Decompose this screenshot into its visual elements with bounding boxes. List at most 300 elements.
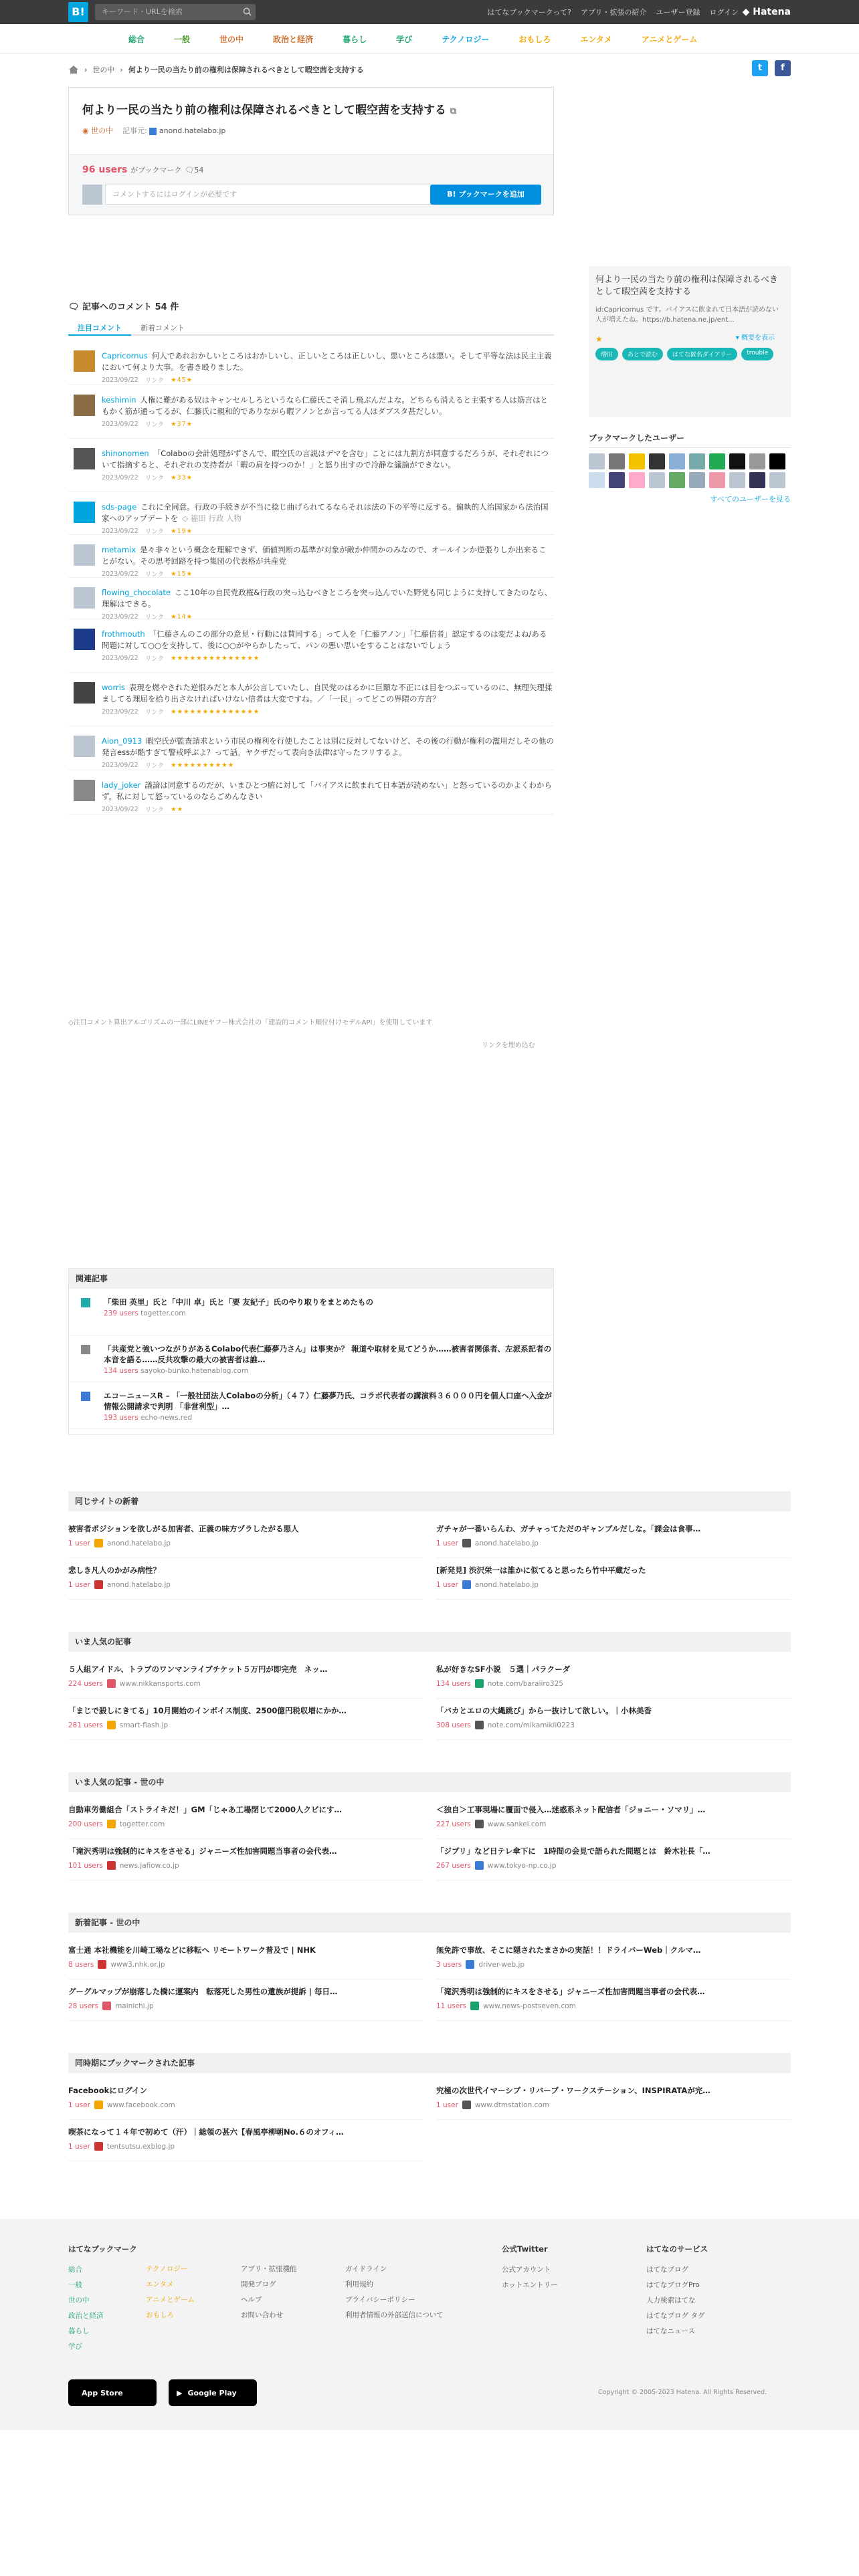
login-link[interactable]: ログイン <box>709 8 739 17</box>
article-meta <box>68 2002 423 2010</box>
comment-date[interactable]: 2023/09/22 <box>102 570 138 578</box>
nav-item[interactable]: テクノロジー <box>442 34 490 44</box>
article-meta <box>436 1580 791 1589</box>
comment-username[interactable]: worris <box>102 683 125 692</box>
article-site[interactable]: www.tokyo-np.co.jp <box>487 1861 557 1870</box>
comment-link[interactable]: リンク <box>145 807 165 814</box>
avatar[interactable] <box>74 780 95 801</box>
bookmark-count[interactable]: 200 users <box>68 1820 103 1828</box>
article-title[interactable]: グーグルマップが崩落した橋に運案内 転落死した男性の遺族が提訴 | 毎日… <box>68 1987 338 1996</box>
article-meta <box>68 1679 423 1688</box>
article-item[interactable] <box>68 1938 423 1979</box>
bookmark-count[interactable]: 281 users <box>68 1721 103 1729</box>
comment-link[interactable]: リンク <box>145 475 165 482</box>
all-users-link[interactable]: すべてのユーザーを見る <box>710 495 791 504</box>
avatar[interactable] <box>74 736 95 757</box>
comment-list <box>68 346 554 820</box>
search-input[interactable] <box>95 4 256 20</box>
same-site-section <box>68 1491 791 1600</box>
category-nav <box>0 24 859 53</box>
footer-col-twitter <box>502 2242 558 2293</box>
avatar[interactable] <box>74 350 95 372</box>
comment-username[interactable]: frothmouth <box>102 629 145 639</box>
article-item[interactable] <box>68 1558 423 1600</box>
breadcrumb-title: 何より一民の当たり前の権利は保障されるべきとして暇空茜を支持する <box>128 66 364 74</box>
source-link[interactable]: anond.hatelabo.jp <box>159 126 226 135</box>
footer-link[interactable]: はてなブログ タグ <box>646 2312 705 2320</box>
avatar[interactable] <box>74 448 95 469</box>
google-play-button[interactable]: ▶ Google Play <box>169 2379 257 2406</box>
article-item[interactable] <box>68 2078 423 2120</box>
site-favicon-icon <box>98 1960 106 1969</box>
comment-item <box>68 540 554 578</box>
bookmark-count[interactable]: 134 users <box>104 1367 138 1375</box>
summary-card <box>589 266 791 417</box>
comment-meta <box>102 804 554 814</box>
article-site[interactable]: news.jafiow.co.jp <box>119 1861 179 1870</box>
nav-item[interactable]: エンタメ <box>580 34 612 44</box>
bookmark-count[interactable]: 1 user <box>68 2101 90 2109</box>
article-site[interactable]: www.news-postseven.com <box>483 2002 576 2010</box>
user-avatar[interactable] <box>689 453 705 469</box>
comment-tabs <box>68 318 554 336</box>
comment-item <box>68 498 554 535</box>
article-item[interactable] <box>68 1798 423 1839</box>
top-links <box>487 0 739 24</box>
bookmark-count[interactable]: 267 users <box>436 1861 471 1870</box>
bookmark-count[interactable]: 224 users <box>68 1679 103 1688</box>
article-item[interactable] <box>436 1798 791 1839</box>
footer-link[interactable]: 政治と経済 <box>68 2312 104 2320</box>
star-count[interactable]: ★19★ <box>171 527 193 535</box>
article-site[interactable]: www.nikkansports.com <box>119 1679 201 1688</box>
star-count[interactable]: ★★★★★★★★★★★★★★ <box>171 708 260 716</box>
user-avatar[interactable] <box>589 472 605 488</box>
related-meta <box>104 1367 553 1375</box>
related-item[interactable] <box>69 1335 553 1382</box>
user-avatar[interactable] <box>669 472 685 488</box>
bookmark-count[interactable]: 28 users <box>68 2002 99 2010</box>
comment-date[interactable]: 2023/09/22 <box>102 805 138 813</box>
add-bookmark-button[interactable]: B! ブックマークを追加 <box>430 185 541 205</box>
footer-link[interactable]: 開発ブログ <box>241 2280 276 2288</box>
related-articles <box>68 1268 554 1435</box>
nav-item[interactable]: 世の中 <box>219 34 244 44</box>
article-site[interactable]: mainichi.jp <box>115 2002 154 2010</box>
article-item[interactable] <box>436 1839 791 1881</box>
related-item[interactable] <box>69 1289 553 1335</box>
comment-link[interactable]: リンク <box>145 709 165 716</box>
footer-link[interactable]: 学び <box>68 2343 82 2351</box>
comment-body: 表現を燃やされた逆恨みだと本人が公言していたし、自民党のはるかに巨額な不正には目をつぶっているのに、無理矢理揉ましてる理屈を拾り出さなければいけない信者は大変ですね。／「一民」ってどこの界隈の方言？ <box>102 683 553 704</box>
article-site[interactable]: tentsutsu.exblog.jp <box>106 2142 175 2151</box>
user-avatar[interactable] <box>629 472 645 488</box>
footer-link[interactable]: アプリ・拡張機能 <box>241 2265 297 2273</box>
bookmark-count[interactable]: 227 users <box>436 1820 471 1828</box>
bookmark-count[interactable]: 134 users <box>436 1679 471 1688</box>
star-icon[interactable]: ★ <box>595 334 603 344</box>
star-count[interactable]: ★45★ <box>171 376 193 384</box>
article-title[interactable]: 喫茶になって１４年で初めて（汗）｜総領の甚六【春風亭柳朝No.６のオフィ… <box>68 2127 344 2137</box>
comment-date[interactable]: 2023/09/22 <box>102 654 138 662</box>
bookmark-count[interactable]: 1 user <box>68 1539 90 1547</box>
tag-chip[interactable]: はてな匿名ダイアリー <box>667 348 737 360</box>
section-heading: いま人気の記事 - 世の中 <box>68 1772 791 1792</box>
article-title[interactable]: 「滝沢秀明は強制的にキスをさせる」ジャニーズ性加害問題当事者の会代表… <box>436 1987 705 1996</box>
footer-link[interactable]: テクノロジー <box>146 2265 188 2273</box>
user-avatar[interactable] <box>649 472 665 488</box>
embed-link[interactable]: リンクを埋め込む <box>482 1042 535 1049</box>
article-meta <box>68 1580 423 1589</box>
comment-body: 人権に難がある奴はキャンセルしろというなら仁藤氏こそ消し飛ぶんだよな。どちらも消えると主張する人は筋言はともかく筋が通ってるが、仁藤氏に親和的でありながら暇アノンとか言ってる人はダブスタ甚だしい。 <box>102 395 548 416</box>
related-title[interactable]: 「共産党と強いつながりがあるColabo代表仁藤夢乃さん」は事実か？ 報道や取材を見てどうか……被害者関係者、左派系記者の本音を語る……反共攻撃の最大の被害者は誰… <box>104 1344 552 1364</box>
user-avatar[interactable] <box>769 453 785 469</box>
article-item[interactable] <box>68 1839 423 1881</box>
footer-link[interactable]: エンタメ <box>146 2280 174 2288</box>
bookmark-count[interactable]: 1 user <box>436 2101 458 2109</box>
article-item[interactable] <box>436 1517 791 1558</box>
article-site[interactable]: driver-web.jp <box>478 1960 525 1969</box>
bookmark-count[interactable]: 308 users <box>436 1721 471 1729</box>
comment-link[interactable]: リンク <box>145 614 165 621</box>
hatena-bookmark-logo[interactable]: B! <box>68 2 88 22</box>
section-heading: 同時期にブックマークされた記事 <box>68 2053 791 2073</box>
footer-link[interactable]: はてなニュース <box>646 2327 695 2335</box>
comment-meta <box>102 473 554 482</box>
article-meta <box>436 1960 791 1969</box>
comment-body: 是々非々という概念を理解できず、価値判断の基準が対象が敵か仲間かのみなので、オールインか逆張りしか出来ることがない。その思考回路を持つ集団の代表格が共産党 <box>102 545 547 566</box>
bookmark-count[interactable]: 1 user <box>436 1539 458 1547</box>
star-count[interactable]: ★14★ <box>171 613 193 621</box>
comment-date[interactable]: 2023/09/22 <box>102 708 138 716</box>
nav-item[interactable]: おもしろ <box>518 34 551 44</box>
sidebar <box>589 266 791 504</box>
article-site[interactable]: smart-flash.jp <box>119 1721 169 1729</box>
comment-username[interactable]: metamix <box>102 545 136 554</box>
comment-date[interactable]: 2023/09/22 <box>102 761 138 769</box>
article-title[interactable]: 富士通 本社機能を川崎工場などに移転へ リモートワーク普及で | NHK <box>68 1945 316 1955</box>
hatena-brand-label: Hatena <box>753 7 791 17</box>
comment-link[interactable]: リンク <box>145 377 165 385</box>
site-favicon-icon <box>81 1298 90 1307</box>
site-favicon-icon <box>107 1721 116 1729</box>
comment-date[interactable]: 2023/09/22 <box>102 613 138 621</box>
bookmark-count[interactable]: 239 users <box>104 1309 138 1317</box>
nav-item[interactable]: アニメとゲーム <box>641 34 698 44</box>
footer-link[interactable]: ヘルプ <box>241 2296 262 2304</box>
avatar[interactable] <box>74 682 95 704</box>
site-favicon-icon <box>466 1960 474 1969</box>
category-label[interactable]: ◉ 世の中 <box>82 126 114 135</box>
comment-text <box>102 350 554 373</box>
about-link[interactable]: はてなブックマークって? <box>487 8 571 17</box>
comment-date[interactable]: 2023/09/22 <box>102 376 138 384</box>
footer-col-policy <box>345 2262 444 2323</box>
star-count[interactable]: ★★ <box>171 805 184 813</box>
site-favicon-icon <box>94 2101 103 2109</box>
article-item[interactable] <box>436 1558 791 1600</box>
bookmark-count[interactable]: 1 user <box>436 1580 458 1589</box>
user-avatar[interactable] <box>669 453 685 469</box>
article-title[interactable]: 「バカとエロの大縄跳び」から一抜けして欲しい。｜小林美香 <box>436 1706 652 1715</box>
article-title[interactable]: 自動車労働組合「ストライキだ！」GM「じゃあ工場閉じて2000人クビにす… <box>68 1805 343 1814</box>
bookmark-count[interactable]: 96 users がブックマーク 🗨54 <box>82 165 204 175</box>
footer-link[interactable]: 人力検索はてな <box>646 2296 696 2304</box>
apps-link[interactable]: アプリ・拡張の紹介 <box>580 8 647 17</box>
footer-link[interactable]: はてなブログPro <box>646 2281 700 2289</box>
article-item[interactable] <box>68 1979 423 2021</box>
search-placeholder: キーワード・URLを検索 <box>102 7 183 16</box>
article-item[interactable] <box>68 1699 423 1740</box>
article-meta <box>68 1960 423 1969</box>
article-title[interactable]: 「滝沢秀明は強制的にキスをさせる」ジャニーズ性加害問題当事者の会代表… <box>68 1846 337 1856</box>
article-site[interactable]: note.com/baraiiro325 <box>487 1679 563 1688</box>
article-grid <box>68 1792 791 1881</box>
summary-title[interactable]: 何より一民の当たり前の権利は保障されるべきとして暇空茜を支持する <box>595 275 779 297</box>
comment-username[interactable]: Capricornus <box>102 351 148 360</box>
site-favicon-icon <box>81 1392 90 1401</box>
comment-icon: 🗨 <box>68 302 80 312</box>
star-count[interactable]: ★★★★★★★★★★★★★★ <box>171 654 260 662</box>
related-item[interactable] <box>69 1382 553 1429</box>
comment-username[interactable]: sds-page <box>102 502 137 512</box>
user-avatar[interactable] <box>769 472 785 488</box>
comment-link[interactable]: リンク <box>145 762 165 770</box>
breadcrumb-section[interactable]: 世の中 <box>92 66 115 74</box>
footer-link[interactable]: はてなブログ <box>646 2266 688 2274</box>
tag-chip[interactable]: trouble <box>741 348 773 360</box>
comment-body: 暇空氏が監査請求という市民の権利を行使したことは別に反対してないけど、その後の行動が権利の濫用だしその他の発言essが酷すぎて警戒呼ぶよ？って話。ヤクザだって表向き法律は守ったフリするよ。 <box>102 736 554 757</box>
site-favicon-icon <box>470 2002 479 2010</box>
nav-item[interactable]: 政治と経済 <box>273 34 314 44</box>
comment-input[interactable]: コメントするにはログインが必要です <box>105 185 454 205</box>
footer-link[interactable]: 公式アカウント <box>502 2266 551 2274</box>
register-link[interactable]: ユーザー登録 <box>656 8 700 17</box>
footer-link[interactable]: ガイドライン <box>345 2265 387 2273</box>
breadcrumb-sep-icon: › <box>120 65 123 74</box>
external-link-icon[interactable]: ⧉ <box>450 106 457 116</box>
comment-meta <box>102 760 554 770</box>
popular-section <box>68 1632 791 1740</box>
site-favicon-icon <box>81 1345 90 1354</box>
comment-tags[interactable]: ◇ 福田 行政 人物 <box>182 514 242 523</box>
comment-date[interactable]: 2023/09/22 <box>102 420 138 428</box>
article-title[interactable]: 究極の次世代イマーシブ・リバーブ・ワークステーション、INSPIRATAが完… <box>436 2086 710 2095</box>
user-avatar[interactable] <box>649 453 665 469</box>
user-avatar[interactable] <box>729 453 745 469</box>
footer-link[interactable]: アニメとゲーム <box>146 2296 195 2304</box>
app-store-button[interactable]: App Store <box>68 2379 157 2406</box>
article-title[interactable]: 「まじで殺しにきてる」10月開始のインボイス制度、2500億円税収増にかか… <box>68 1706 347 1715</box>
user-avatar[interactable] <box>589 453 605 469</box>
nav-item[interactable]: 総合 <box>128 34 145 44</box>
article-grid <box>68 1511 791 1600</box>
related-meta <box>104 1414 553 1422</box>
comment-meta <box>102 419 554 429</box>
article-item[interactable] <box>436 1938 791 1979</box>
nav-item[interactable]: 学び <box>396 34 413 44</box>
same-time-section <box>68 2053 791 2161</box>
user-avatar[interactable] <box>689 472 705 488</box>
footer-link[interactable]: お問い合わせ <box>241 2311 283 2319</box>
star-count[interactable]: ★15★ <box>171 570 193 578</box>
article-title[interactable]: Facebookにログイン <box>68 2086 148 2095</box>
footer-link[interactable]: 総合 <box>68 2266 82 2274</box>
article-item[interactable] <box>436 2078 791 2120</box>
avatar[interactable] <box>74 587 95 609</box>
user-avatar[interactable] <box>609 453 625 469</box>
article-meta <box>68 1539 423 1547</box>
user-avatar[interactable] <box>749 453 765 469</box>
star-count[interactable]: ★★★★★★★★★★ <box>171 761 235 769</box>
search-icon[interactable] <box>243 7 252 16</box>
footer-heading: はてなのサービス <box>646 2244 708 2254</box>
footer-link[interactable]: 利用規約 <box>345 2280 373 2288</box>
facebook-share-icon[interactable]: f <box>775 60 791 76</box>
article-site[interactable]: anond.hatelabo.jp <box>106 1580 171 1589</box>
footer-link[interactable]: 世の中 <box>68 2296 90 2304</box>
site-favicon-icon <box>107 1861 116 1870</box>
home-icon[interactable] <box>68 65 79 74</box>
related-site[interactable]: togetter.com <box>140 1309 186 1317</box>
article-title[interactable]: 「ジブリ」など日テレ傘下に 1時間の会見で語られた問題とは 鈴木社長「… <box>436 1846 710 1856</box>
article-site[interactable]: www.sankei.com <box>487 1820 547 1828</box>
article-item[interactable] <box>436 1657 791 1699</box>
article-title[interactable]: 被害者ポジションを欲しがる加害者、正義の味方ヅラしたがる悪人 <box>68 1524 299 1533</box>
comment-meta <box>102 707 554 716</box>
tag-chip[interactable]: 増田 <box>595 348 618 360</box>
nav-item[interactable]: 一般 <box>174 34 191 44</box>
comment-link[interactable]: リンク <box>145 528 165 536</box>
article-title[interactable]: [新発見] 渋沢栄一は誰かに似てると思ったら竹中平蔵だった <box>436 1566 646 1575</box>
tab-new[interactable]: 新着コメント <box>140 324 185 332</box>
new-society-section <box>68 1913 791 2021</box>
article-item[interactable] <box>436 1699 791 1740</box>
user-avatar[interactable] <box>749 472 765 488</box>
article-site[interactable]: www.dtmstation.com <box>474 2101 549 2109</box>
comment-body: ここ10年の自民党政権&行政の突っ込むべきところを突っ込んでいた野党も同じように支持してきたのなら、理解はできる。 <box>102 588 553 609</box>
article-item[interactable] <box>436 1979 791 2021</box>
twitter-share-icon[interactable]: t <box>752 60 768 76</box>
article-meta <box>68 1820 423 1828</box>
article-site[interactable]: anond.hatelabo.jp <box>106 1539 171 1547</box>
star-count[interactable]: ★37★ <box>171 420 193 428</box>
comment-link[interactable]: リンク <box>145 655 165 663</box>
avatar[interactable] <box>74 544 95 566</box>
comment-body: 「仁藤さんのこの部分の意見・行動には賛同する」って人を「仁藤アノン」「仁藤信者」認定するのは変だよね/ある問題に対して○○を支持して、後に○○がやらかしたって、パンの悪い思いをすることはないでしょう <box>102 629 547 650</box>
bookmark-count[interactable]: 193 users <box>104 1414 138 1422</box>
footer-link[interactable]: おもしろ <box>146 2311 174 2319</box>
related-title[interactable]: エコーニュースR – 「一般社団法人Colaboの分析」（４７）仁藤夢乃氏、コラボ代表者の講演料３６０００円を個人口座へ入金が情報公開請求で判明 「非営利型」… <box>104 1391 552 1411</box>
tag-chip[interactable]: あとで読む <box>622 348 663 360</box>
article-title[interactable]: 悲しき凡人のかがみ病性？ <box>68 1566 161 1575</box>
comment-username[interactable]: shinonomen <box>102 449 149 458</box>
comment-link[interactable]: リンク <box>145 421 165 429</box>
footer-link[interactable]: プライバシーポリシー <box>345 2296 415 2304</box>
bookmark-count[interactable]: 3 users <box>436 1960 462 1969</box>
user-avatar[interactable] <box>609 472 625 488</box>
comment-icon: 🗨 <box>185 166 195 175</box>
related-title[interactable]: 「柴田 英里」氏と「中川 卓」氏と「要 友紀子」氏のやり取りをまとめたもの <box>104 1297 374 1307</box>
user-avatar[interactable] <box>629 453 645 469</box>
bookmark-count[interactable]: 8 users <box>68 1960 94 1969</box>
comment-text <box>102 682 554 705</box>
section-heading: 新着記事 - 世の中 <box>68 1913 791 1933</box>
avatar[interactable] <box>74 395 95 416</box>
user-avatar[interactable] <box>709 472 725 488</box>
bookmark-area <box>69 154 553 215</box>
comment-username[interactable]: keshimin <box>102 395 136 405</box>
footer-link[interactable]: ホットエントリー <box>502 2281 558 2289</box>
copyright: Copyright © 2005-2023 Hatena. All Rights Reserved. <box>598 2389 767 2396</box>
article-site[interactable]: togetter.com <box>119 1820 165 1828</box>
breadcrumb-sep-icon: › <box>84 65 88 74</box>
footer-link[interactable]: 暮らし <box>68 2327 90 2335</box>
article-site[interactable]: www3.nhk.or.jp <box>110 1960 165 1969</box>
footer-link[interactable]: 一般 <box>68 2281 82 2289</box>
article-title[interactable]: 無免許で事故、そこに隠されたまさかの実話！！ドライバーWeb｜クルマ… <box>436 1945 701 1955</box>
comment-text <box>102 780 554 802</box>
bookmark-count[interactable]: 1 user <box>68 2142 90 2151</box>
source-info: 記事元: anond.hatelabo.jp <box>122 126 226 135</box>
article-site[interactable]: www.facebook.com <box>106 2101 175 2109</box>
article-title[interactable]: ＜独自＞工事現場に覆面で侵入…迷惑系ネット配信者「ジョニー・ソマリ」… <box>436 1805 706 1814</box>
comment-date[interactable]: 2023/09/22 <box>102 527 138 535</box>
related-site[interactable]: sayoko-bunko.hatenablog.com <box>140 1367 249 1375</box>
avatar[interactable] <box>74 629 95 650</box>
tab-featured[interactable]: 注目コメント <box>68 318 131 336</box>
comment-text <box>102 544 554 567</box>
user-avatar[interactable] <box>729 472 745 488</box>
bookmark-count[interactable]: 11 users <box>436 2002 467 2010</box>
article-item[interactable] <box>68 1517 423 1558</box>
entry-title[interactable]: 何より一民の当たり前の権利は保障されるべきとして暇空茜を支持する ⧉ <box>82 104 457 117</box>
article-title[interactable]: 私が好きなSF小説 ５選｜パラクーダ <box>436 1665 571 1674</box>
article-meta <box>68 1721 423 1729</box>
article-title[interactable]: ガチャが一番いらんわ、ガチャってただのギャンブルだしな。「課金は食事… <box>436 1524 701 1533</box>
comment-date[interactable]: 2023/09/22 <box>102 473 138 481</box>
comment-username[interactable]: Aion_0913 <box>102 736 142 746</box>
article-site[interactable]: anond.hatelabo.jp <box>474 1539 539 1547</box>
nav-item[interactable]: 暮らし <box>343 34 367 44</box>
avatar[interactable] <box>74 502 95 523</box>
article-site[interactable]: anond.hatelabo.jp <box>474 1580 539 1589</box>
show-summary-link[interactable]: ▾ 概要を表示 <box>735 334 775 342</box>
breadcrumb <box>68 62 791 78</box>
comment-username[interactable]: lady_joker <box>102 780 141 790</box>
comment-link[interactable]: リンク <box>145 571 165 578</box>
article-item[interactable] <box>68 1657 423 1699</box>
star-count[interactable]: ★33★ <box>171 473 193 481</box>
user-avatar[interactable] <box>709 453 725 469</box>
footer-link[interactable]: 利用者情報の外部送信について <box>345 2311 444 2319</box>
comment-meta <box>102 375 554 385</box>
comment-text <box>102 736 554 758</box>
article-title[interactable]: ５人組アイドル、トラブのワンマンライブチケット５万円が即完売 ネッ… <box>68 1665 328 1674</box>
article-item[interactable] <box>68 2120 423 2161</box>
bookmark-count[interactable]: 101 users <box>68 1861 103 1870</box>
related-site[interactable]: echo-news.red <box>140 1414 193 1422</box>
comment-username[interactable]: flowing_chocolate <box>102 588 171 597</box>
hatena-brand[interactable] <box>743 0 791 24</box>
site-favicon-icon <box>475 1679 484 1688</box>
bookmark-count[interactable]: 1 user <box>68 1580 90 1589</box>
footer <box>0 2219 859 2430</box>
article-meta <box>436 1539 791 1547</box>
article-site[interactable]: note.com/mikamikli0223 <box>487 1721 575 1729</box>
comment-item <box>68 444 554 492</box>
play-icon: ▶ <box>177 2388 183 2397</box>
